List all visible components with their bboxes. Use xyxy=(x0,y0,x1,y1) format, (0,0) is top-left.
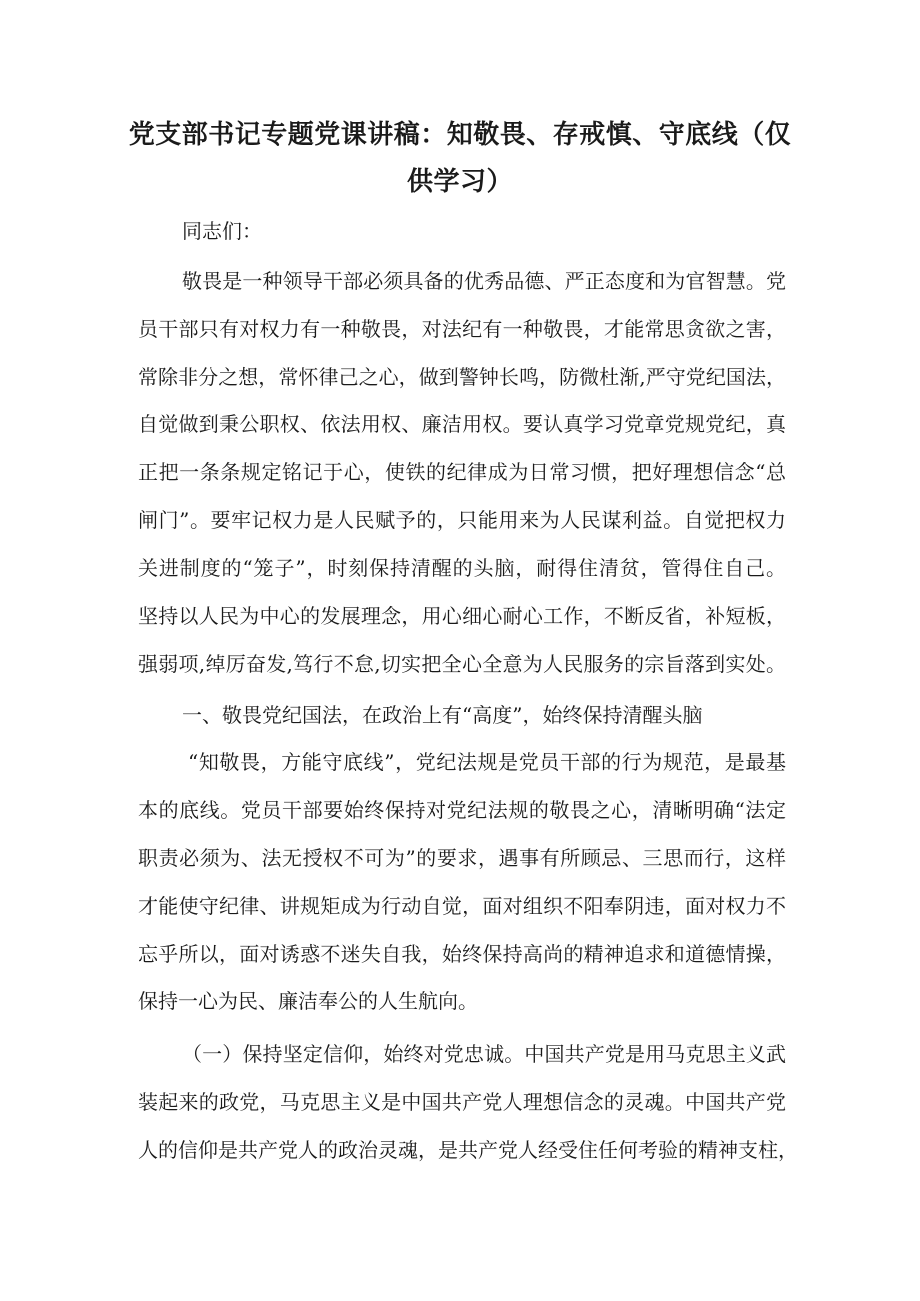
section-body-line: 职责必须为、法无授权不可为”的要求，遇事有所顾忌、三思而行，这样 xyxy=(138,846,786,870)
intro-line: 坚持以人民为中心的发展理念，用心细心耐心工作，不断反省，补短板， xyxy=(138,604,786,628)
section-body-line: “知敬畏，方能守底线”，党纪法规是党员干部的行为规范，是最基 xyxy=(188,750,786,774)
section-heading: 一、敬畏党纪国法，在政治上有“高度”，始终保持清醒头脑 xyxy=(182,703,703,727)
greeting: 同志们： xyxy=(182,219,262,243)
intro-line: 自觉做到秉公职权、依法用权、廉洁用权。要认真学习党章党规党纪，真 xyxy=(138,412,786,436)
intro-line: 常除非分之想，常怀律己之心，做到警钟长鸣，防微杜渐,严守党纪国法， xyxy=(138,365,786,389)
subsection-body-line: 装起来的政党，马克思主义是中国共产党人理想信念的灵魂。中国共产党 xyxy=(138,1090,786,1114)
subsection-body-line: （一）保持坚定信仰，始终对党忠诚。中国共产党是用马克思主义武 xyxy=(182,1042,786,1066)
intro-line: 闸门”。要牢记权力是人民赋予的，只能用来为人民谋利益。自觉把权力 xyxy=(138,508,786,532)
intro-line: 员干部只有对权力有一种敬畏，对法纪有一种敬畏，才能常思贪欲之害， xyxy=(138,317,786,341)
subsection-body-line: 人的信仰是共产党人的政治灵魂，是共产党人经受住任何考验的精神支柱， xyxy=(138,1138,798,1162)
intro-line: 强弱项,绰厉奋发,笃行不怠,切实把全心全意为人民服务的宗旨落到实处。 xyxy=(138,652,786,676)
section-body-line: 才能使守纪律、讲规矩成为行动自觉，面对组织不阳奉阴违，面对权力不 xyxy=(138,894,786,918)
section-body-line: 保持一心为民、廉洁奉公的人生航向。 xyxy=(138,989,478,1013)
section-body-line: 本的底线。党员干部要始终保持对党纪法规的敬畏之心，清晰明确“法定 xyxy=(138,798,786,822)
document-title: 党支部书记专题党课讲稿：知敬畏、存戒慎、守底线（仅供学习） xyxy=(128,120,792,197)
intro-line: 正把一条条规定铭记于心，使铁的纪律成为日常习惯，把好理想信念“总 xyxy=(138,460,786,484)
intro-line: 关进制度的“笼子”，时刻保持清醒的头脑，耐得住清贫，管得住自己。 xyxy=(138,556,786,580)
intro-line: 敬畏是一种领导干部必须具备的优秀品德、严正态度和为官智慧。党 xyxy=(182,269,786,293)
section-body-line: 忘乎所以，面对诱惑不迷失自我，始终保持高尚的精神追求和道德情操， xyxy=(138,942,786,966)
